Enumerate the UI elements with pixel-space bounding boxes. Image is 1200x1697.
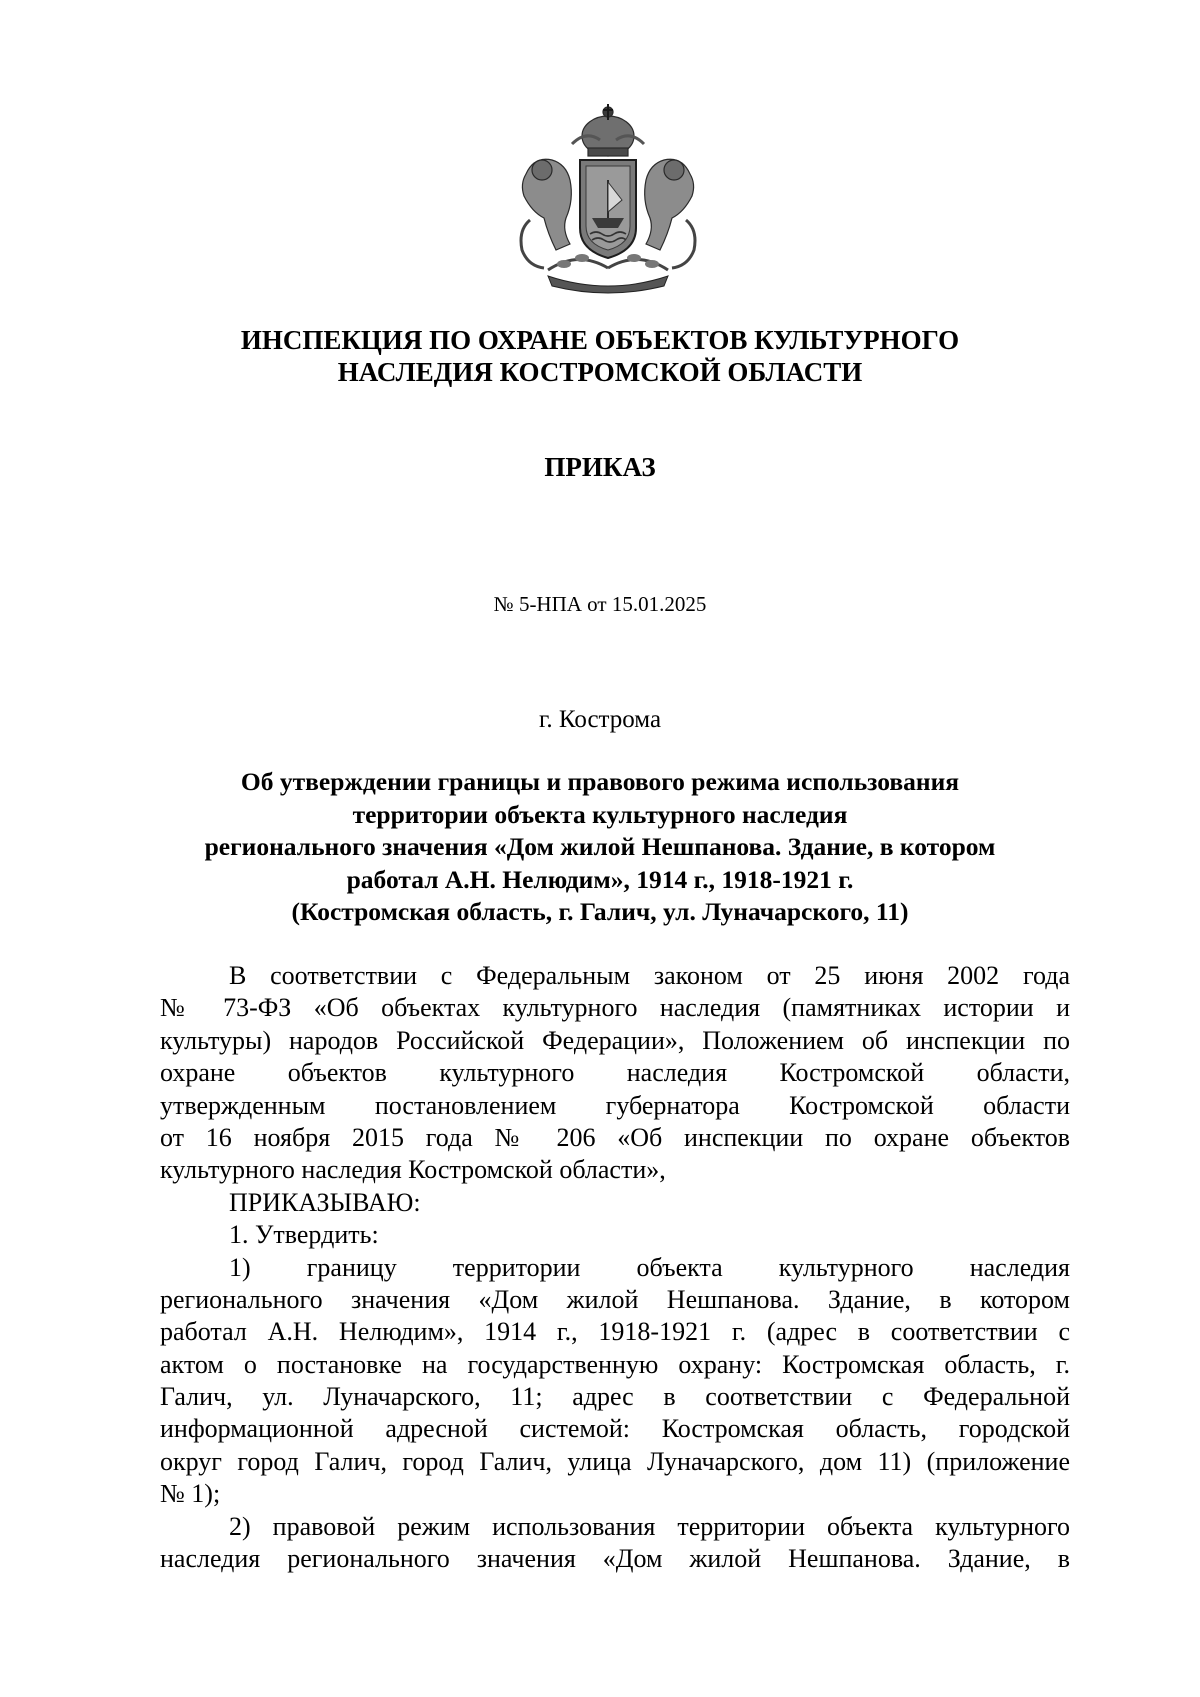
organization-title-line: ИНСПЕКЦИЯ ПО ОХРАНЕ ОБЪЕКТОВ КУЛЬТУРНОГО: [240, 325, 960, 355]
order-item-1: 1. Утвердить:: [229, 1220, 379, 1250]
subitem-1-line: информационной адресной системой: Костромская область, городской: [160, 1414, 1070, 1444]
preamble-line: культуры) народов Российской Федерации», Положением об инспекции по: [160, 1025, 1070, 1055]
subitem-1-line: № 1);: [160, 1479, 221, 1509]
document-subject: [150, 766, 1050, 929]
subject-line: регионального значения «Дом жилой Нешпанова. Здание, в котором: [204, 832, 996, 861]
document-type: ПРИКАЗ: [544, 452, 656, 482]
preamble-line: В соответствии с Федеральным законом от 25 июня 2002 года: [229, 961, 1070, 990]
kostroma-coat-of-arms-icon: [508, 100, 708, 295]
order-word: ПРИКАЗЫВАЮ:: [229, 1187, 421, 1217]
subitem-1-line: округ город Галич, город Галич, улица Луначарского, дом 11) (приложение: [160, 1446, 1070, 1476]
subject-line: работал А.Н. Нелюдим», 1914 г., 1918-1921 г.: [346, 864, 854, 894]
preamble-line: культурного наследия Костромской области»,: [160, 1155, 666, 1185]
subitem-1-line: регионального значения «Дом жилой Нешпанова. Здание, в котором: [160, 1284, 1070, 1314]
document-body: [160, 960, 1070, 1575]
subitem-1-line: актом о постановке на государственную охрану: Костромская область, г.: [160, 1349, 1070, 1379]
document-number-date: № 5-НПА от 15.01.2025: [493, 592, 707, 616]
subject-line: (Костромская область, г. Галич, ул. Луначарского, 11): [291, 897, 909, 926]
preamble-line: от 16 ноября 2015 года № 206 «Об инспекции по охране объектов: [160, 1122, 1070, 1152]
subitem-1-line: 1) границу территории объекта культурного наследия: [229, 1252, 1070, 1282]
subitem-1-line: Галич, ул. Луначарского, 11; адрес в соответствии с Федеральной: [160, 1382, 1070, 1412]
preamble-line: утвержденным постановлением губернатора Костромской области: [160, 1090, 1070, 1120]
subject-line: территории объекта культурного наследия: [352, 799, 848, 829]
subject-line: Об утверждении границы и правового режима использования: [240, 767, 960, 796]
organization-title-line: НАСЛЕДИЯ КОСТРОМСКОЙ ОБЛАСТИ: [337, 357, 863, 387]
subitem-2-line: 2) правовой режим использования территории объекта культурного: [229, 1511, 1070, 1541]
preamble-line: № 73-ФЗ «Об объектах культурного наследия (памятниках истории и: [160, 993, 1070, 1023]
subitem-2-line: наследия регионального значения «Дом жилой Нешпанова. Здание, в: [160, 1544, 1070, 1574]
subitem-1-line: работал А.Н. Нелюдим», 1914 г., 1918-1921 г. (адрес в соответствии с: [160, 1317, 1070, 1347]
document-city: г. Кострома: [538, 706, 662, 733]
organization-title: [160, 324, 1040, 388]
preamble-line: охране объектов культурного наследия Костромской области,: [160, 1058, 1070, 1088]
